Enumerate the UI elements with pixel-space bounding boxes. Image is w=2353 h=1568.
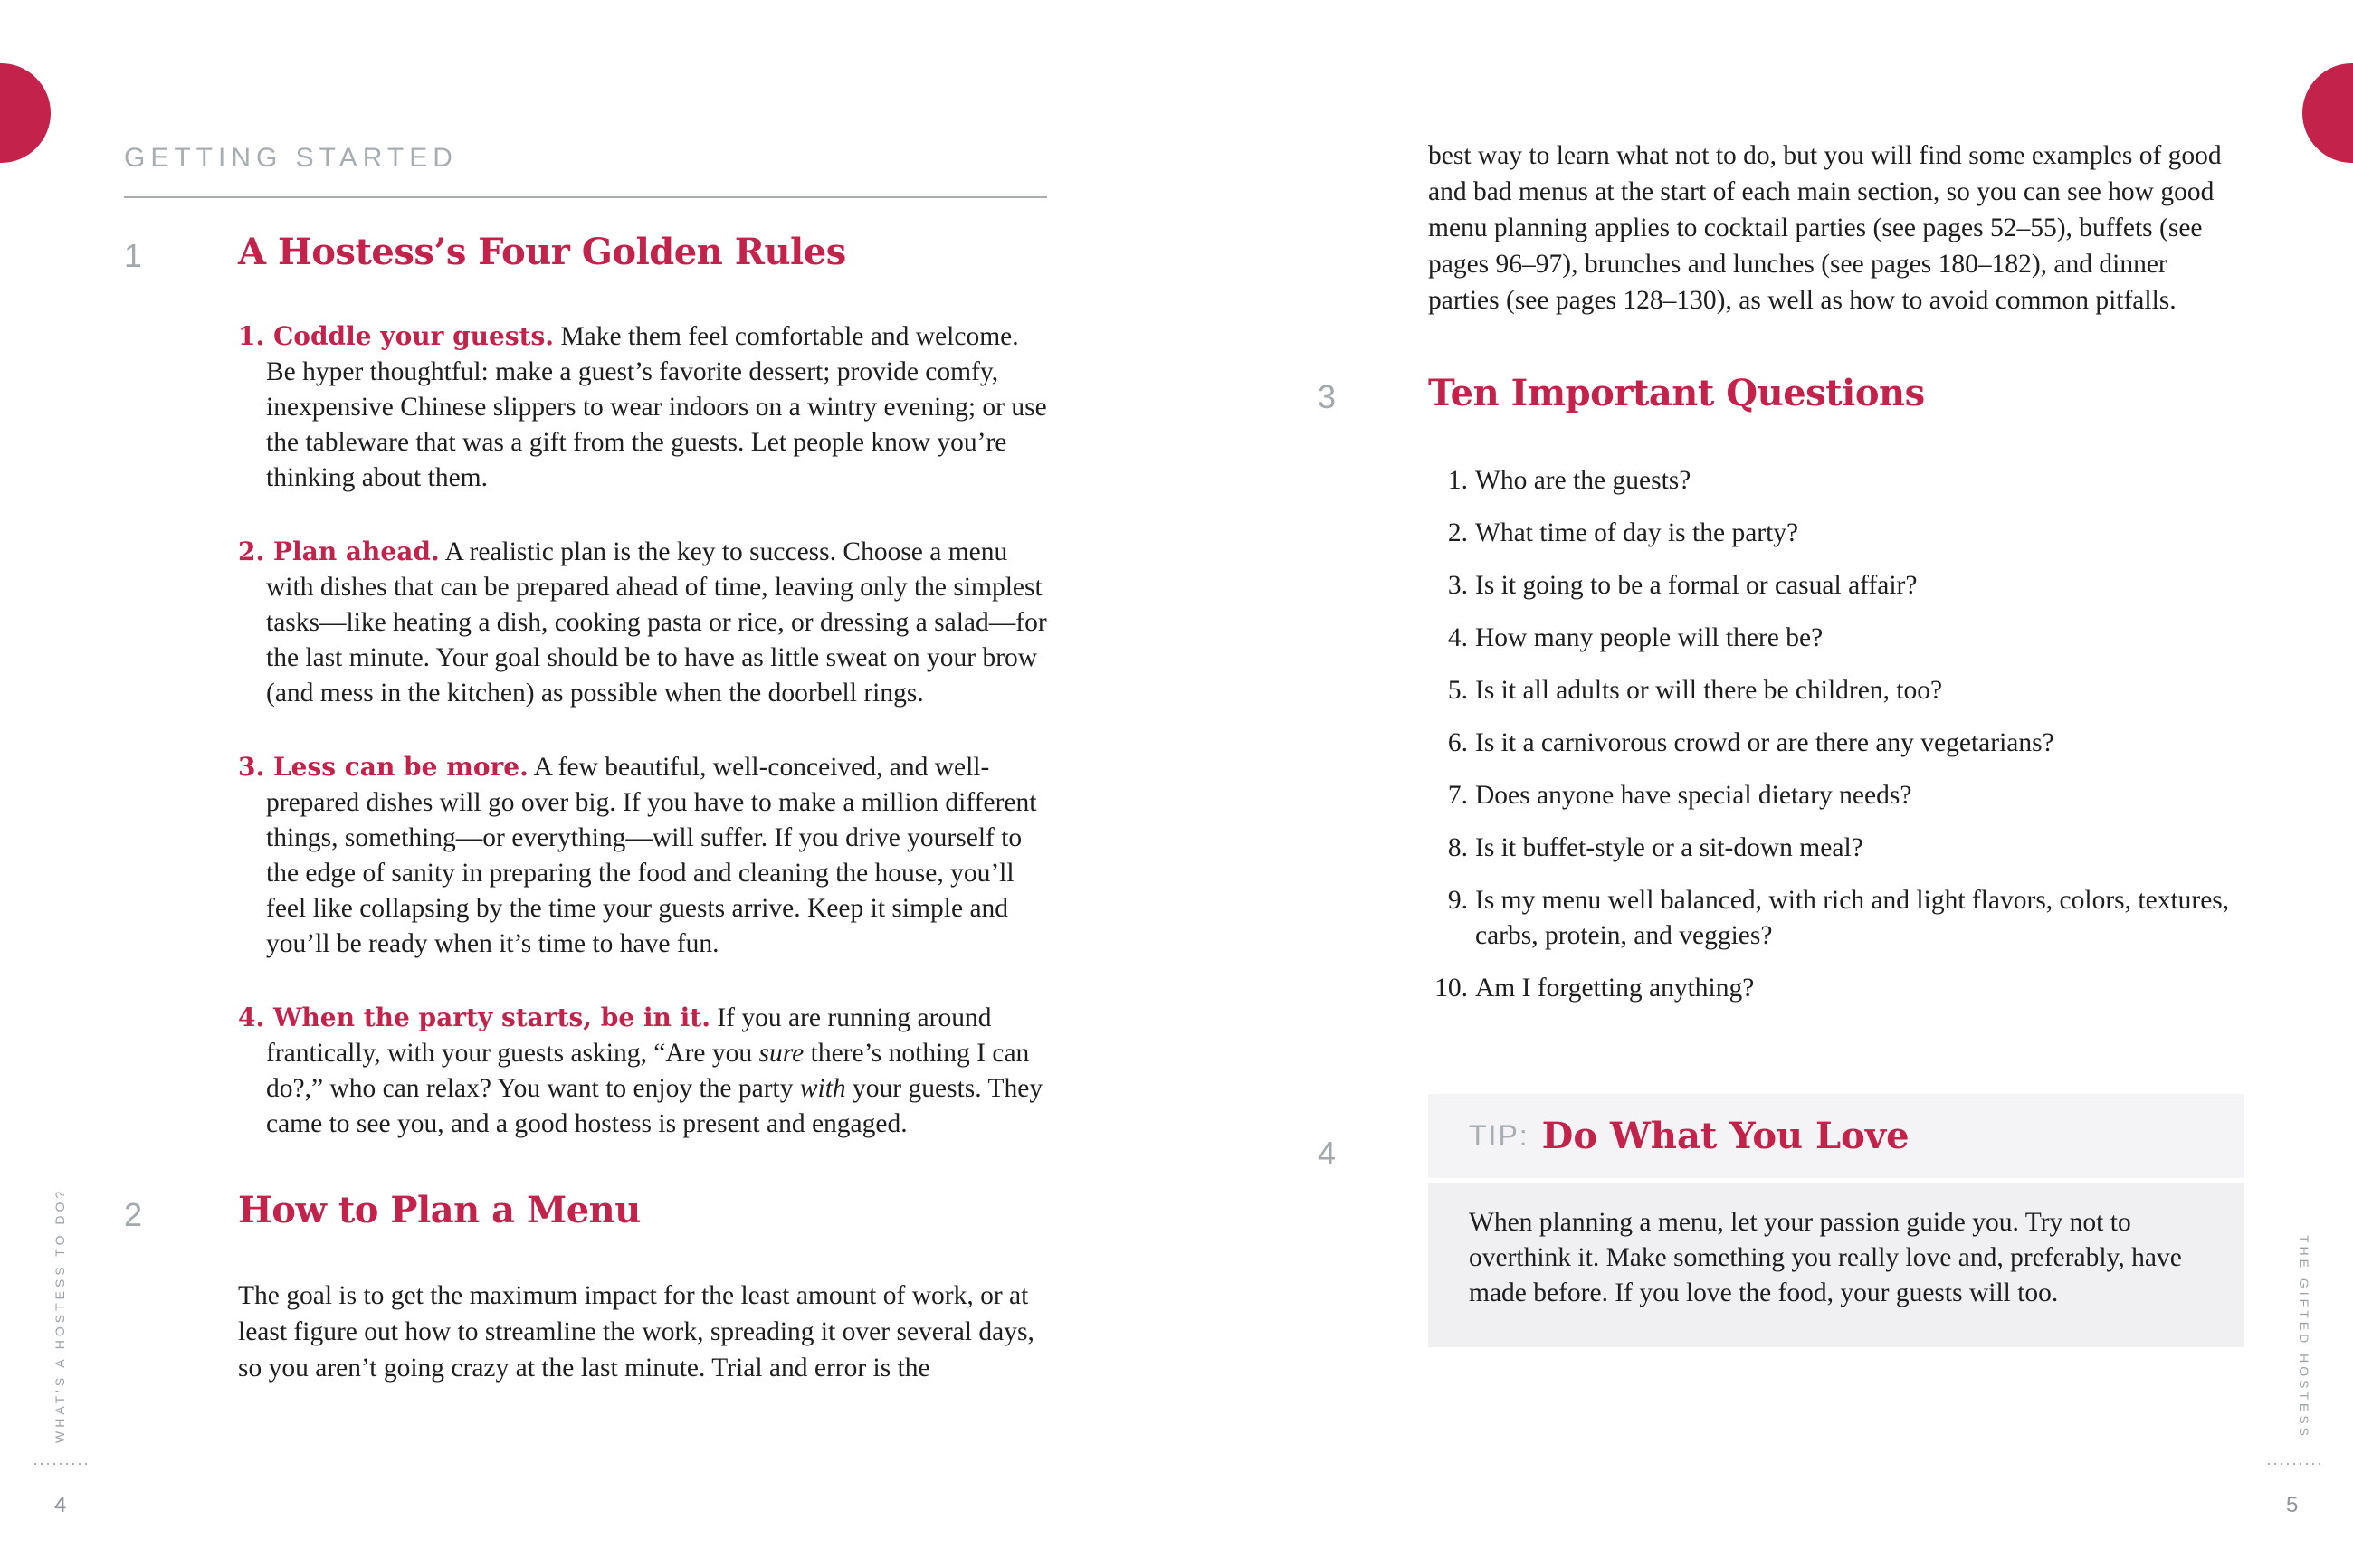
rule-body-text: there’s nothing I can do?,” who can relax? You want to enjoy the party [266, 1039, 1030, 1103]
section-number-1: 1 [124, 237, 143, 274]
question-item [1428, 621, 2243, 656]
question-text: Who are the guests? [1475, 466, 1691, 495]
question-number: 8. [1447, 833, 1468, 862]
rule-body-text: Make them feel comfortable and welcome. Be hyper thoughtful: make a guest’s favorite dessert; provide comfy, inexpensive Chinese slippers to wear indoors on a wintry evening; or use the tableware that was a gift from the guests. Let people know you’re thinking about them. [266, 322, 1047, 492]
section-title-ten-questions: Ten Important Questions [1428, 372, 1925, 414]
question-number: 6. [1447, 728, 1468, 757]
rule-label: 3. Less can be more. [238, 752, 529, 782]
question-item [1428, 568, 2243, 603]
rule-label: 1. Coddle your guests. [238, 321, 555, 351]
question-item [1428, 883, 2243, 954]
rule-body-text: A few beautiful, well-conceived, and well-prepared dishes will go over big. If you have to make a million different things, something—or everything—will suffer. If you drive yourself to the edge of sanity in preparing the food and cleaning the house, you’ll feel like collapsing by the time your guests arrive. Keep it simple and you’ll be ready when it’s time to have fun. [266, 753, 1037, 958]
section-title-plan-menu: How to Plan a Menu [238, 1189, 641, 1231]
rule-body-italic: sure [758, 1039, 805, 1068]
continuation-paragraph: best way to learn what not to do, but you will find some examples of good and bad menus at the start of each main section, so you can see how good menu planning applies to cocktail parties (see pages 52–55), buffets (see pages 96–97), brunches and lunches (see pages 180–182), and dinner parties (see pages 128–130), as well as how to avoid common pitfalls. [1428, 141, 2222, 315]
question-text: Does anyone have special dietary needs? [1475, 781, 1912, 810]
right-page-number: 5 [2286, 1493, 2299, 1517]
rule-body-italic: with [799, 1074, 846, 1103]
question-number: 4. [1447, 623, 1468, 652]
question-item [1428, 673, 2243, 708]
question-number: 3. [1447, 571, 1468, 600]
tip-label: TIP: [1469, 1119, 1529, 1152]
question-number: 9. [1447, 886, 1468, 915]
left-tab-circle [0, 63, 51, 163]
section-kicker: GETTING STARTED [124, 143, 458, 173]
right-running-foot: THE GIFTED HOSTESS [2297, 1235, 2311, 1440]
question-text: Is it all adults or will there be children, too? [1475, 676, 1943, 705]
question-text: Is my menu well balanced, with rich and light flavors, colors, textures, carbs, protein, and veggies? [1475, 886, 2230, 950]
rule-item [238, 1000, 1053, 1142]
question-text: Is it going to be a formal or casual affair? [1475, 571, 1918, 600]
rule-label: 2. Plan ahead. [238, 537, 440, 566]
question-text: Am I forgetting anything? [1475, 974, 1755, 1003]
question-number: 2. [1447, 518, 1468, 547]
question-text: What time of day is the party? [1475, 518, 1799, 547]
kicker-divider [124, 196, 1047, 198]
tip-body: When planning a menu, let your passion guide you. Try not to overthink it. Make something you really love and, preferably, have made before. If you love the food, your guests will too. [1428, 1183, 2244, 1347]
left-running-foot: WHAT'S A HOSTESS TO DO? [52, 1187, 67, 1443]
left-page-number: 4 [54, 1493, 67, 1517]
question-item [1428, 516, 2243, 551]
question-item [1428, 971, 2243, 1006]
right-tab-circle [2302, 63, 2353, 163]
tip-header [1428, 1094, 2244, 1178]
question-text: Is it buffet-style or a sit-down meal? [1475, 833, 1863, 862]
question-number: 7. [1447, 781, 1468, 810]
tip-box [1428, 1094, 2244, 1347]
right-dotted-rule [2268, 1463, 2322, 1465]
golden-rules-list [238, 318, 1053, 1180]
rule-item [238, 318, 1053, 496]
rule-item [238, 749, 1053, 962]
tip-title: Do What You Love [1541, 1115, 1910, 1157]
question-item [1428, 463, 2243, 499]
question-text: Is it a carnivorous crowd or are there any vegetarians? [1475, 728, 2054, 757]
question-item [1428, 726, 2243, 761]
question-item [1428, 778, 2243, 813]
section-number-4: 4 [1318, 1135, 1337, 1172]
question-item [1428, 831, 2243, 866]
section-number-2: 2 [124, 1196, 143, 1233]
rule-item [238, 534, 1053, 711]
ten-questions-list [1428, 463, 2243, 1023]
rule-body-text: A realistic plan is the key to success. Choose a menu with dishes that can be prepared ahead of time, leaving only the simplest tasks—like heating a dish, cooking pasta or rice, or dressing a salad—for the last minute. Your goal should be to have as little sweat on your brow (and mess in the kitchen) as possible when the doorbell rings. [266, 537, 1047, 708]
question-number: 10. [1434, 974, 1468, 1003]
section-title-golden-rules: A Hostess’s Four Golden Rules [238, 231, 846, 273]
question-number: 5. [1447, 676, 1468, 705]
rule-body-text: If you are running around frantically, with your guests asking, “Are you [266, 1003, 992, 1068]
left-dotted-rule [34, 1463, 89, 1465]
rule-body-text: your guests. They came to see you, and a good hostess is present and engaged. [266, 1074, 1043, 1138]
question-number: 1. [1447, 466, 1468, 495]
section-number-3: 3 [1318, 378, 1337, 415]
rule-label: 4. When the party starts, be in it. [238, 1003, 710, 1032]
question-text: How many people will there be? [1475, 623, 1824, 652]
plan-menu-paragraph: The goal is to get the maximum impact for the least amount of work, or at least figure out how to streamline the work, spreading it over several days, so you aren’t going crazy at the last minute. Trial and error is the [238, 1281, 1034, 1383]
